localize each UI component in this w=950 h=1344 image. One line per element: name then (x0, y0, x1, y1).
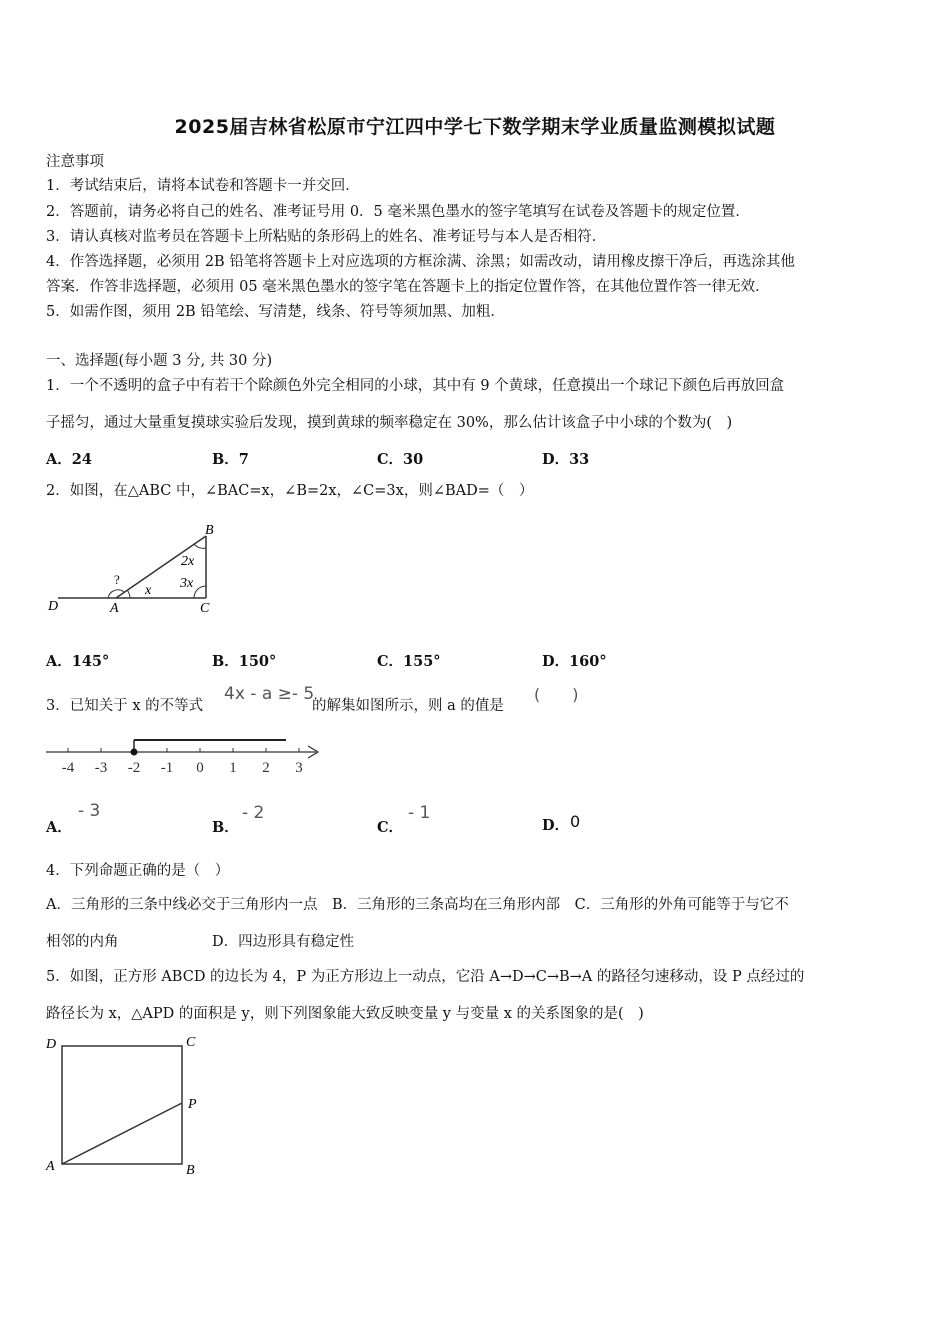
q3-option-c-label: C． (377, 819, 404, 836)
q3-option-a-label: A． (46, 819, 72, 836)
notice-item: 1．考试结束后，请将本试卷和答题卡一并交回． (46, 178, 360, 194)
q3-stem-post: 的解集如图所示，则 a 的值是 (312, 698, 504, 714)
label-d: D (48, 599, 59, 614)
label-a: A (46, 1159, 55, 1174)
q2-option-a: A．145° (46, 653, 110, 670)
q1-option-a: A．24 (46, 451, 92, 468)
q4-line2a: 相邻的内角 (46, 934, 119, 950)
q3-option-d-value: 0 (570, 812, 581, 831)
label-d: D (46, 1037, 57, 1052)
number-line-tick-label: 2 (262, 760, 270, 776)
q1-option-d: D．33 (542, 451, 590, 468)
q2-option-d: D．160° (542, 653, 607, 670)
q3-inequality: 4x - a ≥- 5 (224, 684, 315, 704)
label-b: B (205, 523, 214, 538)
label-b: B (186, 1163, 195, 1178)
q3-stem-pre: 3．已知关于 x 的不等式 (46, 698, 204, 714)
q3-option-b-label: B． (212, 819, 239, 836)
number-line-tick-label: 0 (196, 760, 204, 776)
number-line-tick-label: -2 (127, 760, 141, 776)
triangle-figure (44, 520, 224, 620)
section-heading: 一、选择题(每小题 3 分, 共 30 分) (46, 353, 273, 369)
q1-option-c: C．30 (377, 451, 424, 468)
q3-option-b-value: - 2 (242, 803, 265, 823)
q5-line2: 路径长为 x，△APD 的面积是 y，则下列图象能大致反映变量 y 与变量 x 的关系图象的是( ) (46, 1006, 644, 1022)
label-q: ? (114, 572, 120, 587)
notice-item: 3．请认真核对监考员在答题卡上所粘贴的条形码上的姓名、准考证号与本人是否相符． (46, 229, 607, 245)
q3-option-c-value: - 1 (408, 803, 431, 823)
q2-option-c: C．155° (377, 653, 441, 670)
number-line-tick-label: 1 (229, 760, 237, 776)
label-a: A (110, 601, 119, 616)
q3-option-d-label: D． (542, 817, 570, 834)
q5-line1: 5．如图，正方形 ABCD 的边长为 4，P 为正方形边上一动点，它沿 A→D→C→B→A 的路径匀速移动，设 P 点经过的 (46, 969, 805, 985)
number-line-tick-label: 3 (295, 760, 303, 776)
label-x: x (145, 583, 152, 598)
notice-heading: 注意事项 (46, 154, 104, 170)
number-line (40, 730, 330, 780)
number-line-tick-label: -3 (94, 760, 108, 776)
notice-item: 4．作答选择题，必须用 2B 铅笔将答题卡上对应选项的方框涂满、涂黑；如需改动，请用橡皮擦干净后，再选涂其他 (46, 254, 795, 270)
q1-line2: 子摇匀，通过大量重复摸球实验后发现，摸到黄球的频率稳定在 30%，那么估计该盒子中小球的个数为( ) (46, 415, 733, 431)
q1-line1: 1．一个不透明的盒子中有若干个除颜色外完全相同的小球，其中有 9 个黄球，任意摸出一个球记下颜色后再放回盒 (46, 378, 785, 394)
q3-option-a-value: - 3 (78, 801, 101, 821)
q4-line2b: D．四边形具有稳定性 (212, 934, 355, 950)
q4-stem: 4．下列命题正确的是（ ） (46, 863, 230, 879)
q4-line1: A．三角形的三条中线必交于三角形内一点 B．三角形的三条高均在三角形内部 C．三角形的外角可能等于与它不 (46, 897, 789, 913)
number-line-tick-label: -1 (160, 760, 174, 776)
notice-item: 答案．作答非选择题，必须用 05 毫米黑色墨水的签字笔在答题卡上的指定位置作答，在其他位置作答一律无效． (46, 279, 770, 295)
number-line-tick-label: -4 (61, 760, 75, 776)
notice-item: 2．答题前，请务必将自己的姓名、准考证号用 0．5 毫米黑色墨水的签字笔填写在试卷及答题卡的规定位置． (46, 204, 750, 220)
solution-endpoint-dot (131, 749, 138, 756)
q2-option-b: B．150° (212, 653, 277, 670)
label-c: C (200, 601, 210, 616)
label-2x: 2x (181, 554, 195, 569)
notice-item: 5．如需作图，须用 2B 铅笔绘、写清楚，线条、符号等须加黑、加粗． (46, 304, 505, 320)
square-figure (40, 1032, 210, 1180)
label-3x: 3x (180, 576, 194, 591)
q1-option-b: B．7 (212, 451, 249, 468)
page-title: 2025届吉林省松原市宁江四中学七下数学期末学业质量监测模拟试题 (174, 116, 776, 138)
label-p: P (188, 1097, 197, 1112)
label-c: C (186, 1035, 196, 1050)
q2-stem: 2．如图，在△ABC 中，∠BAC=x，∠B=2x，∠C=3x，则∠BAD=（ ） (46, 483, 534, 499)
q3-paren: ( ) (534, 685, 579, 704)
